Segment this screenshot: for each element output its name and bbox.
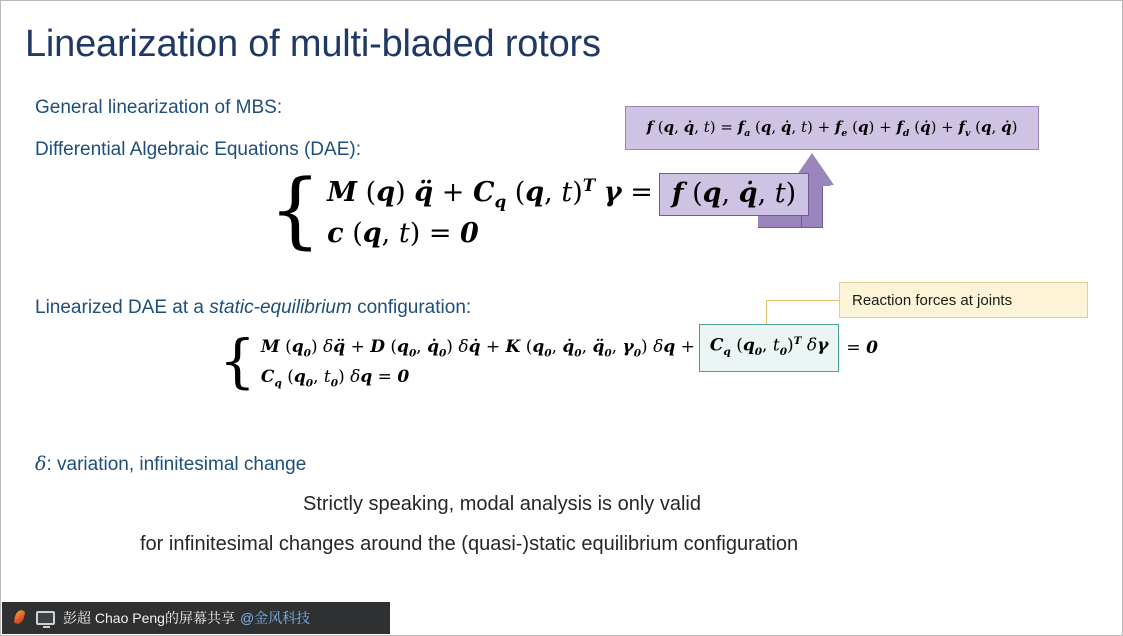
summary-line-1: Strictly speaking, modal analysis is only valid [303, 493, 701, 515]
monitor-share-icon [36, 611, 55, 625]
share-company-tag: @金风科技 [239, 610, 311, 626]
constraint-jacobian-box [699, 324, 840, 371]
summary-line-2: for infinitesimal changes around the (quasi-)static equilibrium configuration [140, 533, 799, 555]
force-expansion-equation: f (q, q̇, $t) = f_a$ (q, q̇, $t) + f_e$ $(q) + f_d$ (q̇) + $f_v$ (q, q̇) [646, 117, 1018, 139]
linearized-equation-brace: { [219, 327, 256, 396]
dae-equation-block [269, 163, 809, 259]
force-vector-equation: f (q, q̇, t) [671, 177, 797, 209]
label-dae: Differential Algebraic Equations (DAE): [35, 139, 361, 160]
label-linearized-dae [35, 297, 471, 319]
screen-share-status-bar[interactable] [2, 602, 390, 634]
share-presenter-name: 彭超 Chao Peng的屏幕共享 [63, 610, 235, 626]
label-delta-definition [35, 453, 306, 476]
force-expansion-box [625, 106, 1039, 150]
label-general-linearization: General linearization of MBS: [35, 97, 283, 118]
force-vector-box [659, 173, 809, 216]
delta-symbol: δ [35, 453, 47, 475]
delta-description: : variation, infinitesimal change [46, 454, 307, 475]
constraint-jacobian-equation: $C_q$ ($q_0$, $t_0)^T$ δγ [709, 335, 829, 359]
label-linearized-prefix: Linearized DAE at a [35, 297, 210, 318]
linearized-equation-row-1: M $(q_0)$ δq̈ + D ($q_0$, $q̇_0$) δq̇ + K ($q_0$, $q̇_0$, $q̈_0$, $\gamma_0$) δq + $C_q$ ($q_0$, $t_0)^T$ δγ = 0 [261, 333, 878, 363]
label-linearized-suffix: configuration: [351, 297, 472, 318]
feather-icon [12, 609, 28, 627]
callout-reaction-forces [839, 282, 1088, 318]
equation-brace: { [269, 163, 322, 259]
linearized-equation-block [219, 327, 878, 396]
dae-equation-row-1: M (q) q̈ + $C_q$ (q, t)$^T$ γ = f (q, q̇, t) [327, 173, 809, 213]
linearized-equation-row-2: $C_q$ ($q_0$, $t_0$) δq = 0 [260, 366, 410, 390]
linearized-row-1-tail: = 0 [846, 338, 878, 358]
label-linearized-emphasis: static-equilibrium [209, 297, 352, 318]
callout-connector-horizontal [767, 300, 841, 301]
page-title: Linearization of multi-bladed rotors [25, 23, 601, 65]
callout-text: Reaction forces at joints [852, 291, 1013, 309]
callout-connector-vertical [766, 300, 767, 326]
dae-equation-row-2: c (q, t) = 0 [327, 217, 479, 249]
